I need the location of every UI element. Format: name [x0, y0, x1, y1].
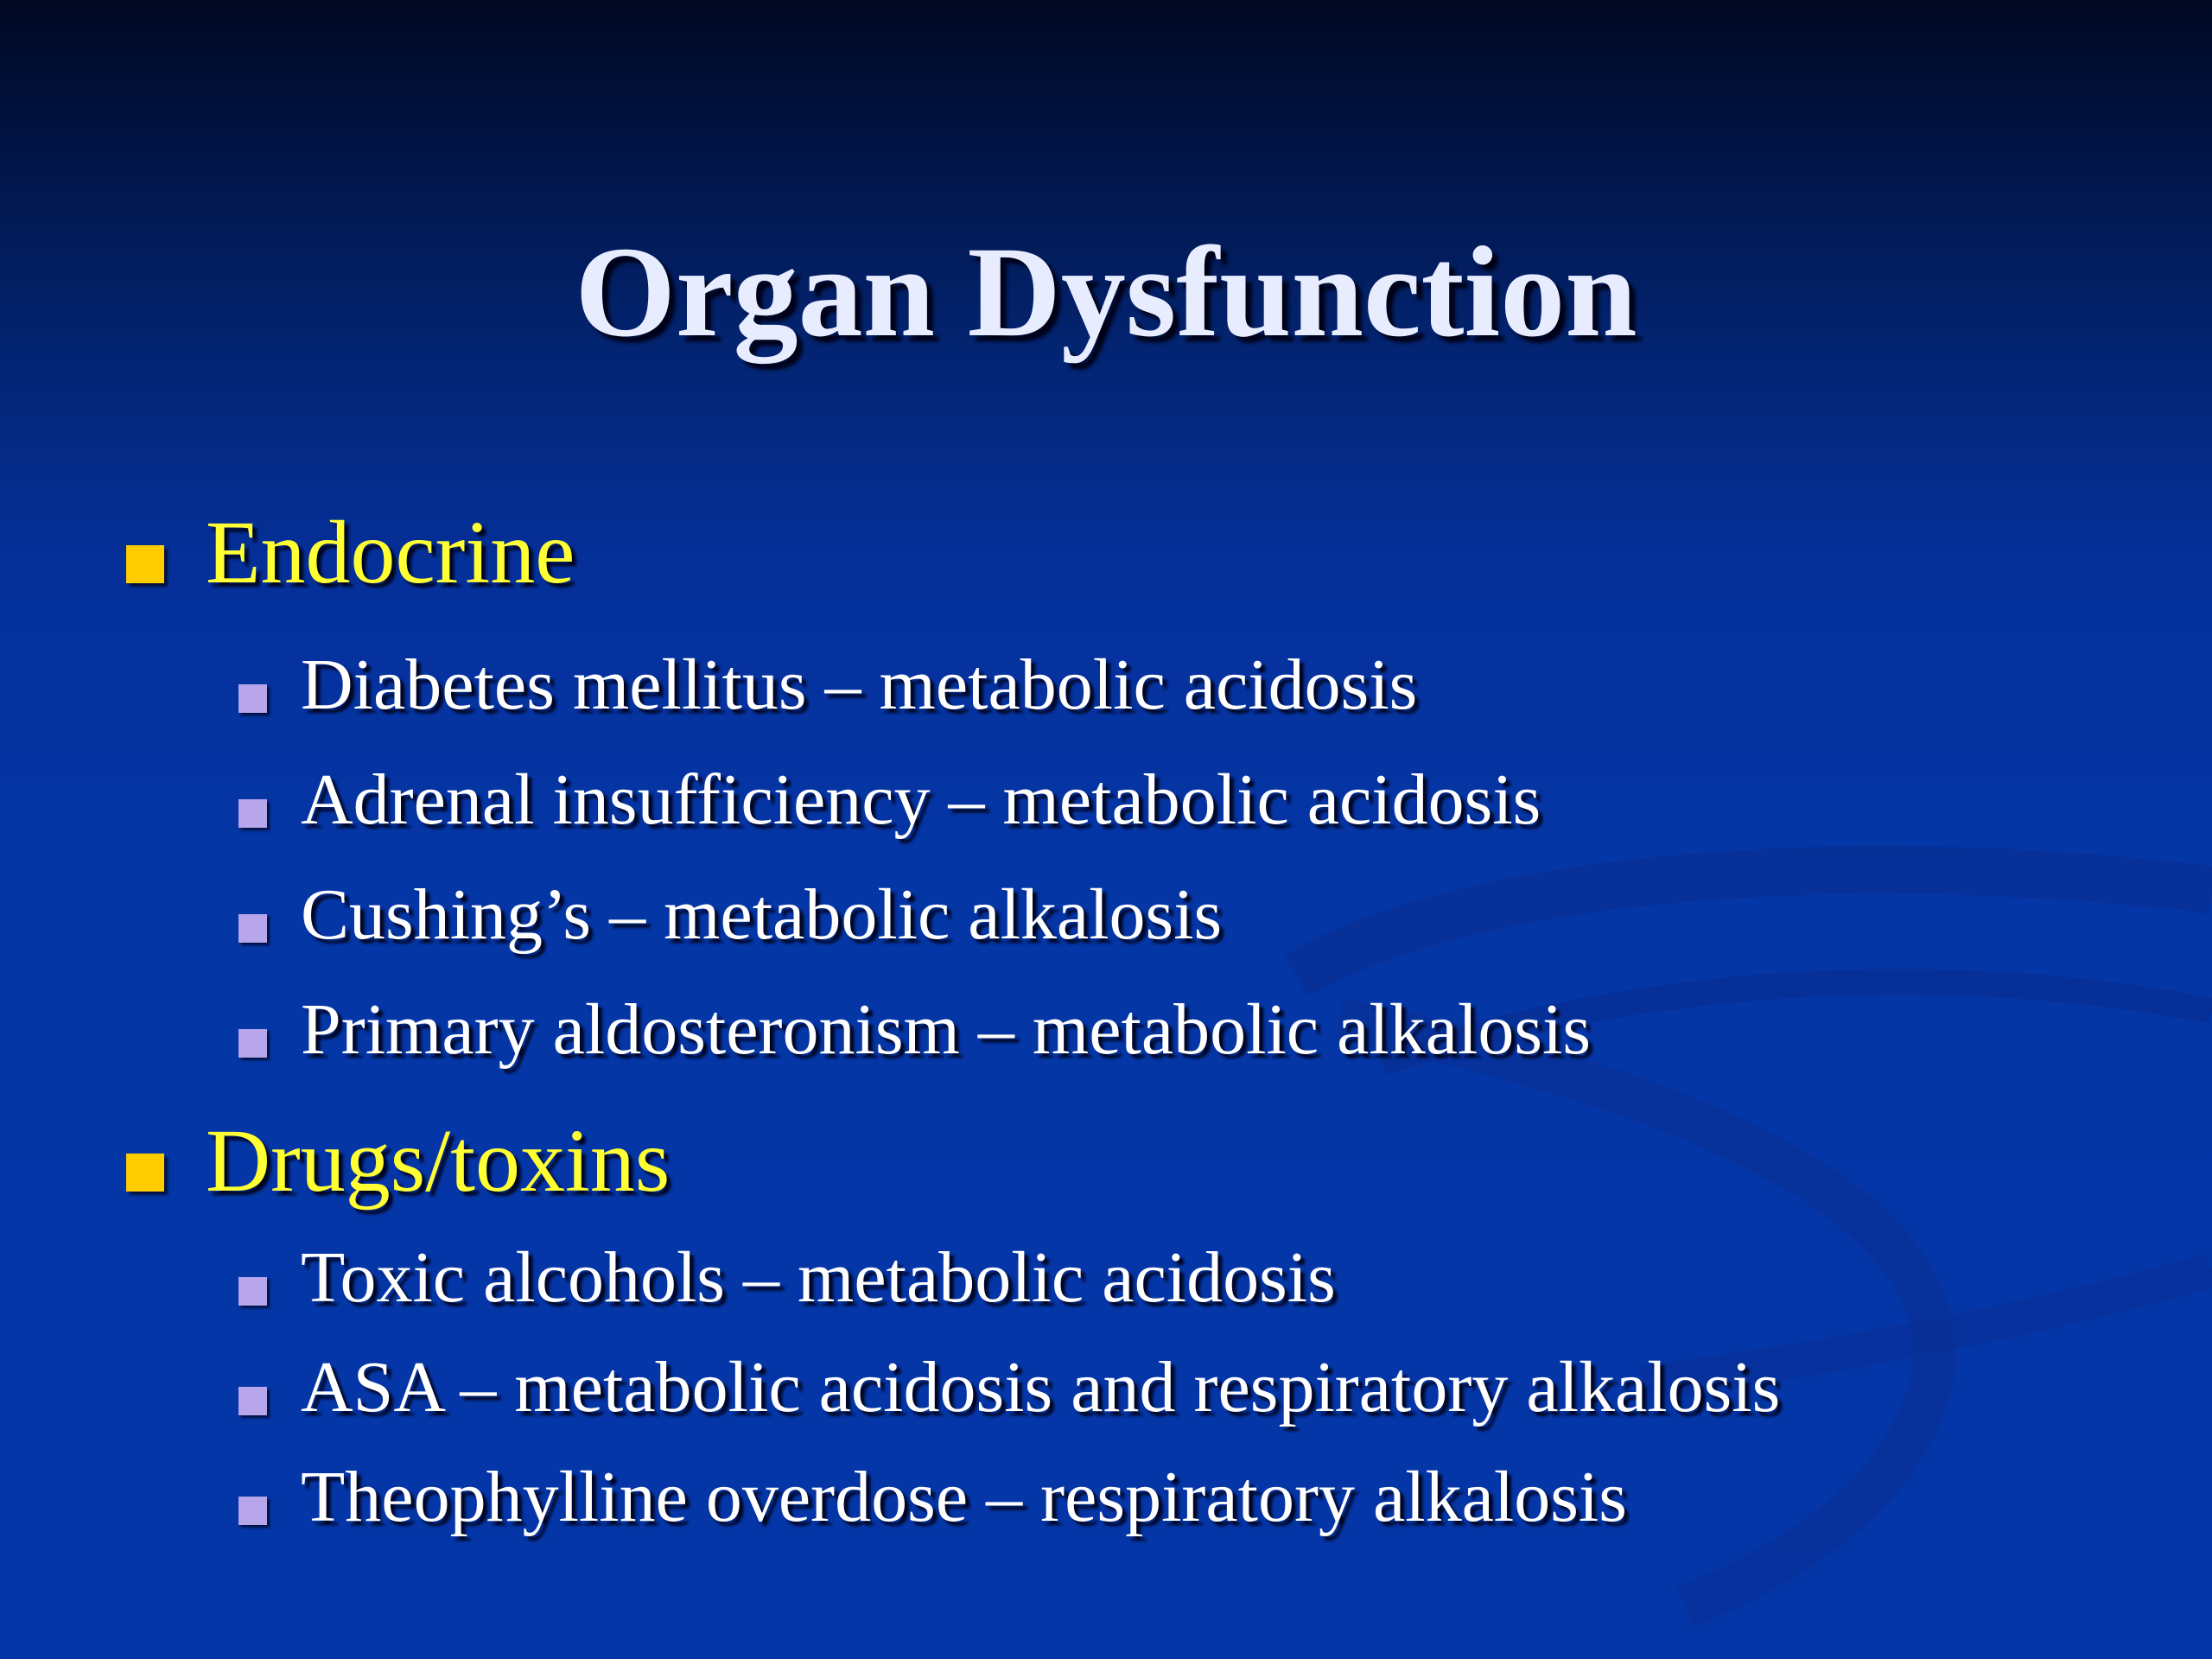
list-item-text: ASA – metabolic acidosis and respiratory alkalosis — [301, 1347, 1781, 1427]
list-item — [235, 1230, 1336, 1325]
section-heading-label: Endocrine — [206, 503, 575, 602]
list-item — [235, 982, 1591, 1077]
square-bullet-icon — [238, 799, 267, 828]
section-heading-label: Drugs/toxins — [206, 1111, 671, 1211]
list-item-text: Toxic alcohols – metabolic acidosis — [301, 1237, 1336, 1318]
section-heading-endocrine — [126, 497, 575, 609]
list-item — [235, 1340, 1780, 1435]
list-item — [235, 753, 1541, 848]
square-bullet-icon — [126, 1154, 164, 1192]
section-heading-drugs-toxins — [126, 1105, 670, 1217]
square-bullet-icon — [238, 1497, 267, 1525]
swoosh-arc-outer — [1296, 870, 2212, 976]
slide-title: Organ Dysfunction — [575, 220, 1637, 364]
list-item-text: Primary aldosteronism – metabolic alkalosis — [301, 989, 1592, 1070]
list-item-text: Diabetes mellitus – metabolic acidosis — [301, 645, 1418, 725]
list-item-text: Cushing’s – metabolic alkalosis — [301, 874, 1223, 955]
list-item — [235, 868, 1222, 963]
list-item-text: Theophylline overdose – respiratory alkalosis — [301, 1457, 1627, 1537]
square-bullet-icon — [238, 1277, 267, 1306]
list-item — [235, 1450, 1627, 1545]
square-bullet-icon — [126, 545, 164, 583]
square-bullet-icon — [238, 1387, 267, 1415]
list-item — [235, 638, 1417, 733]
square-bullet-icon — [238, 1029, 267, 1058]
square-bullet-icon — [238, 684, 267, 713]
list-item-text: Adrenal insufficiency – metabolic acidosis — [301, 760, 1541, 840]
square-bullet-icon — [238, 914, 267, 943]
